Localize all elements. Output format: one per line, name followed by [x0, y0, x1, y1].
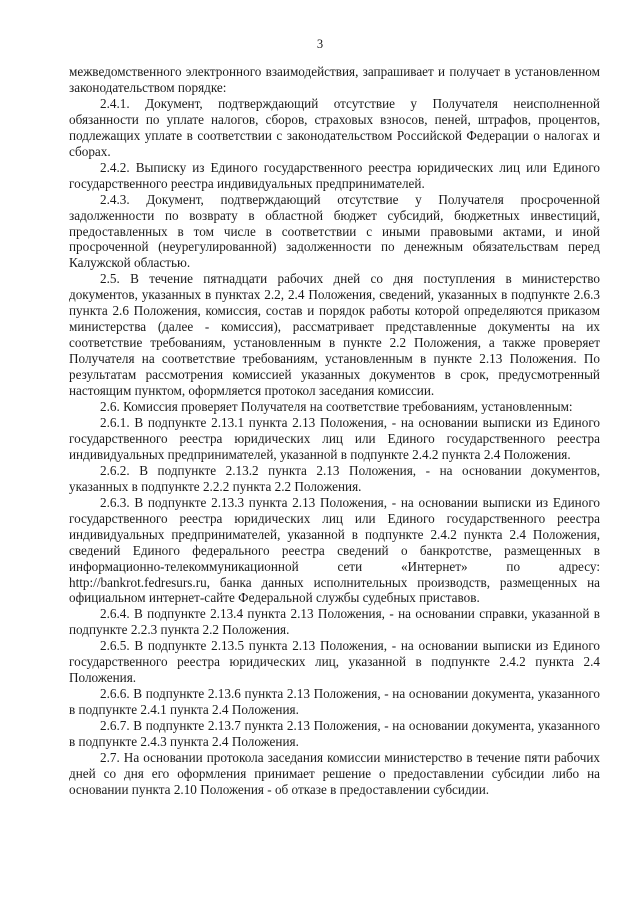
paragraph-2-6-7: 2.6.7. В подпункте 2.13.7 пункта 2.13 Положения, - на основании документа, указанного в подпункте 2.4.3 пункта 2.4 Положения. [69, 718, 600, 750]
paragraph-2-4-3: 2.4.3. Документ, подтверждающий отсутствие у Получателя просроченной задолженности по возврату в областной бюджет субсидий, бюджетных инвестиций, предоставленных в том числе в соответствии с иными правовыми актами, и иной просроченной (неурегулированной) задолженности по денежным обязательствам перед Калужской областью. [69, 191, 600, 271]
paragraph-2-6-2: 2.6.2. В подпункте 2.13.2 пункта 2.13 Положения, - на основании документов, указанных в подпункте 2.2.2 пункта 2.2 Положения. [69, 462, 600, 494]
paragraph-2-4-2: 2.4.2. Выписку из Единого государственного реестра юридических лиц или Единого государственного реестра индивидуальных предпринимателей. [69, 159, 600, 191]
paragraph-2-6-6: 2.6.6. В подпункте 2.13.6 пункта 2.13 Положения, - на основании документа, указанного в подпункте 2.4.1 пункта 2.4 Положения. [69, 686, 600, 718]
paragraph-continuation: межведомственного электронного взаимодействия, запрашивает и получает в установленном законодательством порядке: [69, 64, 600, 95]
paragraph-2-6-4: 2.6.4. В подпункте 2.13.4 пункта 2.13 Положения, - на основании справки, указанной в подпункте 2.2.3 пункта 2.2 Положения. [69, 606, 600, 638]
paragraph-2-6-3: 2.6.3. В подпункте 2.13.3 пункта 2.13 Положения, - на основании выписки из Единого государственного реестра юридических лиц или Единого государственного реестра индивидуальных предпринимателей, указанной в подпункте 2.4.2 пункта 2.4 Положения, сведений Единого федерального реестра сведений о банкротстве, размещенных в информационно-телекоммуникационной сети «Интернет» по адресу: http://bankrot.fedresurs.ru, банка данных исполнительных производств, размещенных на официальном интернет-сайте Федеральной службы судебных приставов. [69, 494, 600, 606]
paragraph-2-6-1: 2.6.1. В подпункте 2.13.1 пункта 2.13 Положения, - на основании выписки из Единого государственного реестра юридических лиц или Единого государственного реестра индивидуальных предпринимателей, указанной в подпункте 2.4.2 пункта 2.4 Положения. [69, 414, 600, 462]
paragraph-2-4-1: 2.4.1. Документ, подтверждающий отсутствие у Получателя неисполненной обязанности по уплате налогов, сборов, страховых взносов, пеней, штрафов, процентов, подлежащих уплате в соответствии с законодательством Российской Федерации о налогах и сборах. [69, 95, 600, 159]
paragraph-2-6-5: 2.6.5. В подпункте 2.13.5 пункта 2.13 Положения, - на основании выписки из Единого государственного реестра юридических лиц, указанной в подпункте 2.4.2 пункта 2.4 Положения. [69, 638, 600, 686]
document-body [69, 64, 600, 798]
paragraph-2-7: 2.7. На основании протокола заседания комиссии министерство в течение пяти рабочих дней со дня его оформления принимает решение о предоставлении субсидии либо на основании пункта 2.10 Положения - об отказе в предоставлении субсидии. [69, 749, 600, 797]
page-number: 3 [316, 37, 324, 51]
paragraph-2-5: 2.5. В течение пятнадцати рабочих дней со дня поступления в министерство документов, указанных в пунктах 2.2, 2.4 Положения, сведений, указанных в подпункте 2.6.3 пункта 2.6 Положения, комиссия, состав и порядок работы которой определяются приказом министерства (далее - комиссия), рассматривает представленные документы на их соответствие требованиям, установленным в пункте 2.2 Положения, а также проверяет Получателя на соответствие требованиям, установленным в пункте 2.13 Положения. По результатам рассмотрения комиссией указанных документов в срок, предусмотренный настоящим пунктом, оформляется протокол заседания комиссии. [69, 271, 600, 399]
paragraph-2-6: 2.6. Комиссия проверяет Получателя на соответствие требованиям, установленным: [100, 399, 573, 415]
